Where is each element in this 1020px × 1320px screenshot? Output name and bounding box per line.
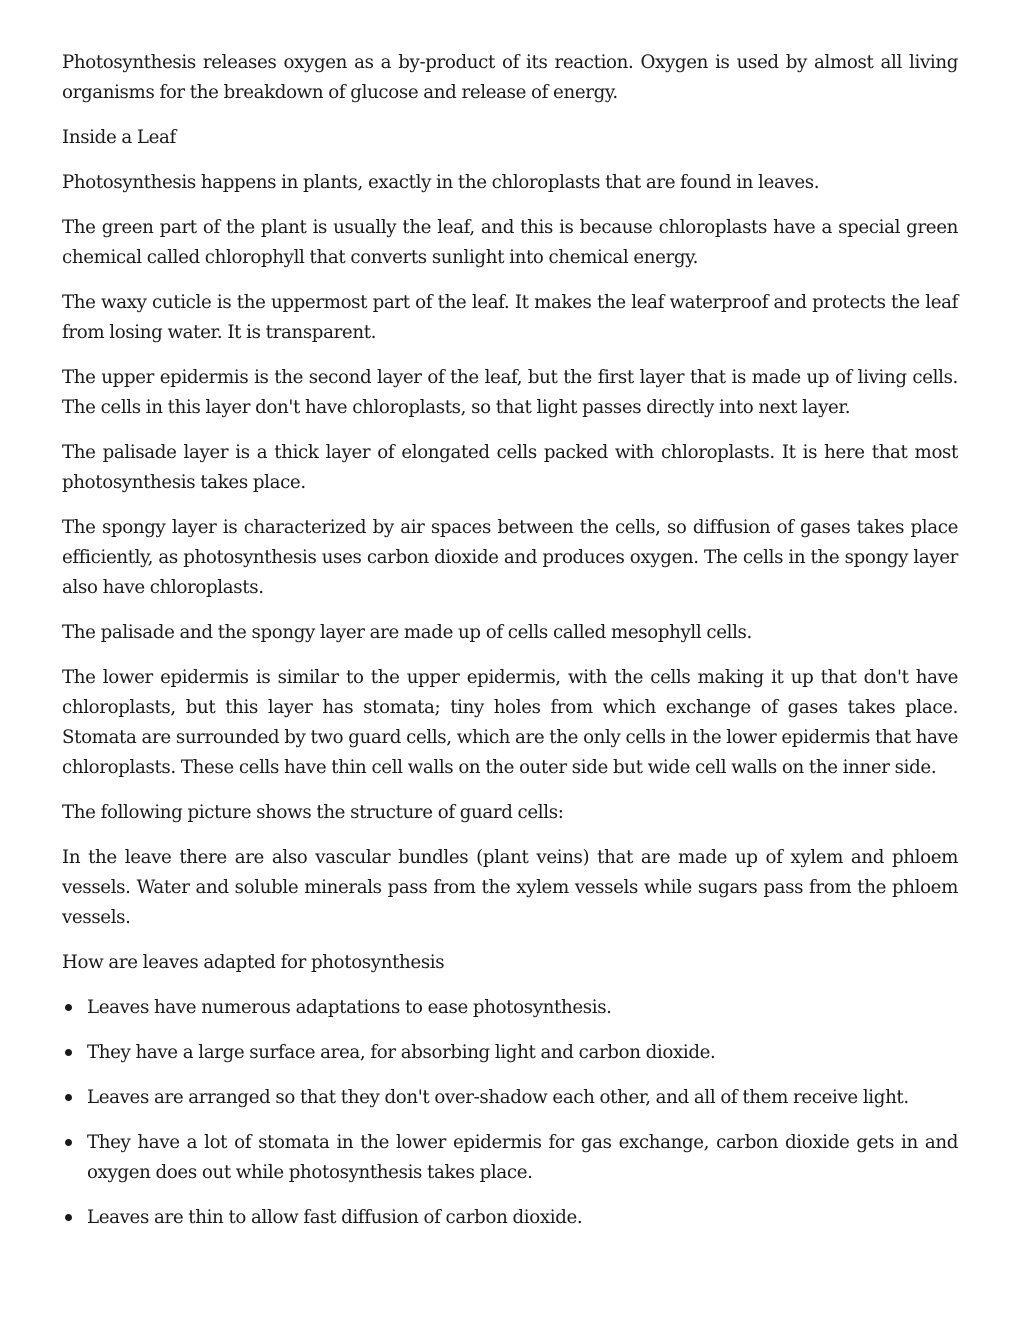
paragraph-vascular-bundles: In the leave there are also vascular bundles (plant veins) that are made up of xylem and phloem vessels. Water and soluble minerals pass from the xylem vessels while sugars pass from the phloem vessels. <box>62 847 958 928</box>
adaptations-list <box>62 993 958 1233</box>
list-item <box>62 1203 958 1233</box>
paragraph-upper-epidermis: The upper epidermis is the second layer of the leaf, but the first layer that is made up of living cells. The cells in this layer don't have chloroplasts, so that light passes directly into next layer. <box>62 367 958 418</box>
bullet-icon <box>65 1049 72 1056</box>
paragraph-lower-epidermis: The lower epidermis is similar to the upper epidermis, with the cells making it up that don't have chloroplasts, but this layer has stomata; tiny holes from which exchange of gases takes place. Stomata are surrounded by two guard cells, which are the only cells in the lower epidermis that have chloroplasts. These cells have thin cell walls on the outer side but wide cell walls on the inner side. <box>62 667 958 778</box>
paragraph-mesophyll-cells: The palisade and the spongy layer are made up of cells called mesophyll cells. <box>62 622 752 643</box>
list-item-text: Leaves have numerous adaptations to ease photosynthesis. <box>87 997 612 1018</box>
list-item-text: They have a large surface area, for absorbing light and carbon dioxide. <box>87 1042 716 1063</box>
list-item <box>62 1128 958 1188</box>
heading-inside-a-leaf: Inside a Leaf <box>62 127 176 148</box>
heading-leaf-adaptations: How are leaves adapted for photosynthesis <box>62 952 445 973</box>
list-item-text: Leaves are arranged so that they don't over-shadow each other, and all of them receive light. <box>87 1087 909 1108</box>
bullet-icon <box>65 1139 72 1146</box>
paragraph-spongy-layer: The spongy layer is characterized by air spaces between the cells, so diffusion of gases takes place efficiently, as photosynthesis uses carbon dioxide and produces oxygen. The cells in the spongy layer also have chloroplasts. <box>62 517 958 598</box>
paragraph-waxy-cuticle: The waxy cuticle is the uppermost part of the leaf. It makes the leaf waterproof and protects the leaf from losing water. It is transparent. <box>62 292 958 343</box>
list-item <box>62 1038 958 1068</box>
bullet-icon <box>65 1004 72 1011</box>
paragraph-guard-cells-picture: The following picture shows the structure of guard cells: <box>62 802 564 823</box>
bullet-icon <box>65 1214 72 1221</box>
list-item-text: They have a lot of stomata in the lower epidermis for gas exchange, carbon dioxide gets in and oxygen does out while photosynthesis takes place. <box>87 1132 958 1183</box>
paragraph-palisade-layer: The palisade layer is a thick layer of elongated cells packed with chloroplasts. It is here that most photosynthesis takes place. <box>62 442 958 493</box>
list-item <box>62 1083 958 1113</box>
paragraph-oxygen-byproduct: Photosynthesis releases oxygen as a by-product of its reaction. Oxygen is used by almost all living organisms for the breakdown of glucose and release of energy. <box>62 52 958 103</box>
list-item-text: Leaves are thin to allow fast diffusion of carbon dioxide. <box>87 1207 583 1228</box>
bullet-icon <box>65 1094 72 1101</box>
document-page <box>62 48 958 1248</box>
paragraph-chloroplasts-location: Photosynthesis happens in plants, exactly in the chloroplasts that are found in leaves. <box>62 172 820 193</box>
paragraph-chlorophyll: The green part of the plant is usually the leaf, and this is because chloroplasts have a special green chemical called chlorophyll that converts sunlight into chemical energy. <box>62 217 958 268</box>
list-item <box>62 993 958 1023</box>
